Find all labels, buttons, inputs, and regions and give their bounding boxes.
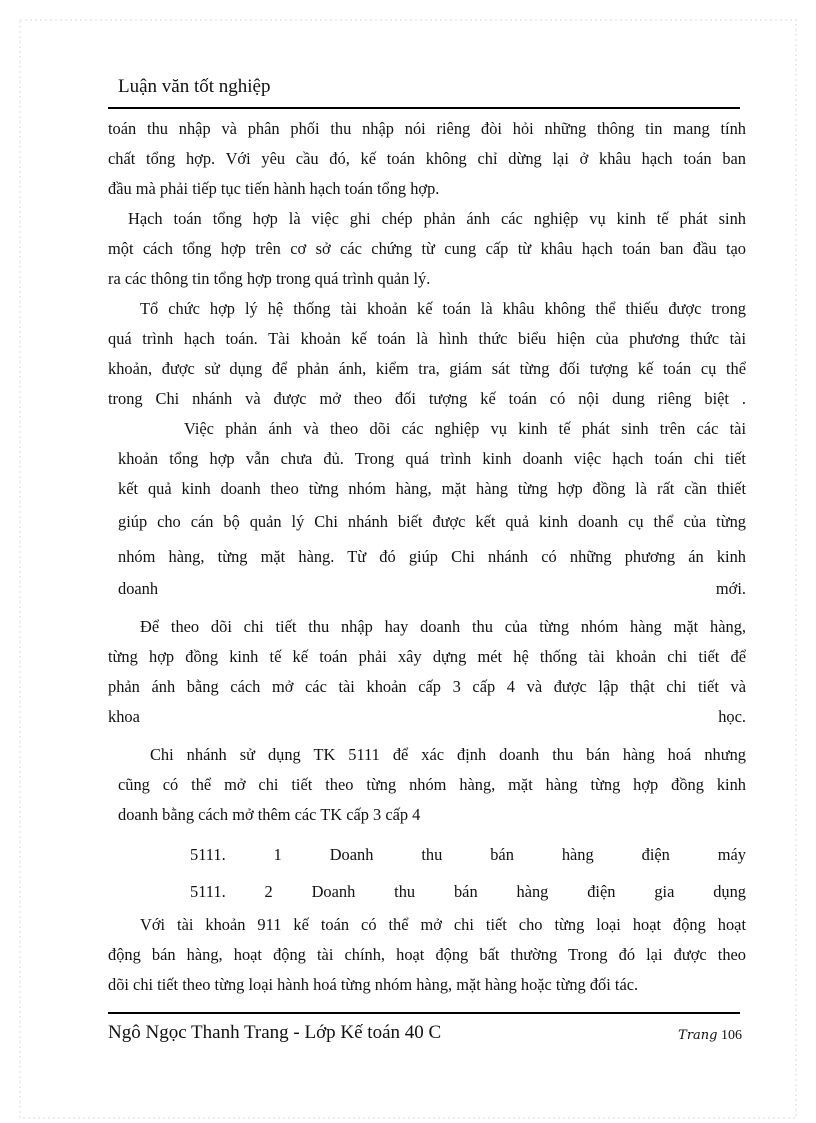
text-word: doanh [118, 579, 159, 598]
paragraph-5 [108, 612, 746, 732]
text-line: một cách tổng hợp trên cơ sở các chứng từ cung cấp từ khâu hạch toán ban đầu tạo [108, 239, 746, 258]
text-line: đầu mà phải tiếp tục tiến hành hạch toán tổng hợp. [108, 179, 440, 198]
text-line: chất tổng hợp. Với yêu cầu đó, kế toán không chỉ dừng lại ở khâu hạch toán ban [108, 149, 746, 168]
page-number: 106 [721, 1028, 742, 1043]
text-line: động bán hàng, hoạt động tài chính, hoạt động bất thường Trong đó lại được theo [108, 945, 746, 964]
text-word: học. [718, 707, 746, 726]
text-line: trong Chi nhánh và được mở theo đối tượng kế toán có nội dung riêng biệt . [108, 389, 746, 408]
text-line [118, 574, 746, 604]
text-line: khoản tổng hợp vẫn chưa đủ. Trong quá trình kinh doanh việc hạch toán chi tiết [118, 449, 746, 468]
document-body [108, 114, 746, 1000]
footer-rule [108, 1012, 740, 1014]
account-item: 5111. 2 Doanh thu bán hàng điện gia dụng [190, 882, 746, 901]
paragraph-7 [108, 910, 746, 1000]
text-line: Tổ chức hợp lý hệ thống tài khoản kế toán là khâu không thể thiếu được trong [140, 299, 746, 318]
text-line: Chi nhánh sử dụng TK 5111 để xác định doanh thu bán hàng hoá nhưng [150, 745, 746, 764]
text-line: Với tài khoản 911 kế toán có thể mở chi tiết cho từng loại hoạt động hoạt [140, 915, 746, 934]
running-header-title: Luận văn tốt nghiệp [118, 76, 271, 97]
text-line: từng hợp đồng kinh tế kế toán phải xây dựng mét hệ thống tài khoản chi tiết để [108, 647, 746, 666]
text-word: mới. [715, 579, 746, 598]
text-line: Hạch toán tổng hợp là việc ghi chép phản ánh các nghiệp vụ kinh tế phát sinh [128, 209, 746, 228]
paragraph-6 [108, 740, 746, 830]
page-label: Trang [678, 1028, 718, 1043]
account-list [108, 836, 746, 910]
text-line: khoản, được sử dụng để phản ánh, kiểm tra, giám sát từng đối tượng kế toán cụ thể [108, 359, 746, 378]
text-line: ra các thông tin tổng hợp trong quá trình quản lý. [108, 269, 431, 288]
footer-author: Ngô Ngọc Thanh Trang - Lớp Kế toán 40 C [108, 1022, 442, 1043]
text-line: nhóm hàng, từng mặt hàng. Từ đó giúp Chi nhánh có những phương án kinh [118, 547, 746, 566]
text-line: Việc phản ánh và theo dõi các nghiệp vụ kinh tế phát sinh trên các tài [184, 419, 746, 438]
text-line: Để theo dõi chi tiết thu nhập hay doanh thu của từng nhóm hàng mặt hàng, [140, 617, 746, 636]
paragraph-3 [108, 294, 746, 414]
paragraph-2 [108, 204, 746, 294]
text-line [108, 702, 746, 732]
text-line: cũng có thể mở chi tiết theo từng nhóm hàng, mặt hàng từng hợp đồng kinh [118, 775, 746, 794]
paragraph-4 [108, 414, 746, 604]
text-word: khoa [108, 707, 140, 726]
text-line: doanh bằng cách mở thêm các TK cấp 3 cấp 4 [118, 805, 421, 824]
text-line: giúp cho cán bộ quản lý Chi nhánh biết được kết quả kinh doanh cụ thể của từng [118, 512, 746, 531]
paragraph-1 [108, 114, 746, 204]
account-item: 5111. 1 Doanh thu bán hàng điện máy [190, 845, 746, 864]
text-line: toán thu nhập và phân phối thu nhập nói riêng đòi hỏi những thông tin mang tính [108, 119, 746, 138]
text-line: phản ánh bằng cách mở các tài khoản cấp 3 cấp 4 và được lập thật chi tiết và [108, 677, 746, 696]
text-line: dõi chi tiết theo từng loại hành hoá từng nhóm hàng, mặt hàng hoặc từng đối tác. [108, 975, 639, 994]
text-line: quá trình hạch toán. Tài khoản kế toán là hình thức biểu hiện của phương thức tài [108, 329, 746, 348]
header-rule [108, 107, 740, 109]
text-line: kết quả kinh doanh theo từng nhóm hàng, mặt hàng từng hợp đồng là rất cần thiết [118, 479, 746, 498]
page-number-block [678, 1028, 742, 1044]
